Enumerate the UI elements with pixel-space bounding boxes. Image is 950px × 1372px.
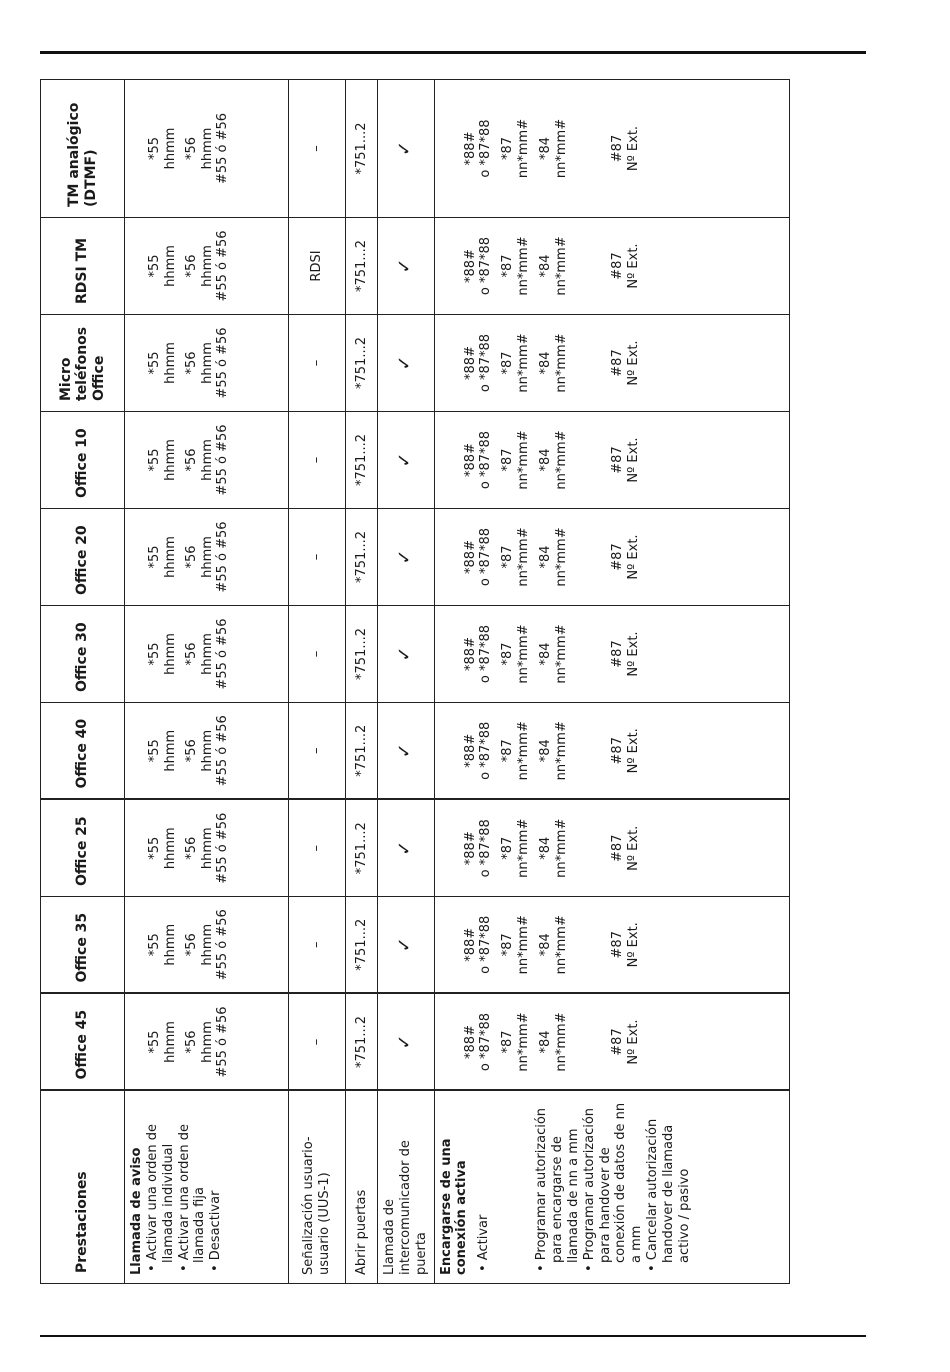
cell-abrir-office-30: *751...2 xyxy=(346,606,378,703)
cell-enc-office-40: *88# o *87*88 *87 nn*mm# *84 nn*mm# #87 Nº Ext. xyxy=(434,703,789,800)
header-micro-telefonos: Micro teléfonos Office xyxy=(41,315,125,412)
cell-enc-office-25: *88# o *87*88 *87 nn*mm# *84 nn*mm# #87 Nº Ext. xyxy=(434,800,789,897)
cell-senal-tm-analogico: – xyxy=(289,80,346,218)
header-office-30: Office 30 xyxy=(41,606,125,703)
cell-enc-rdsi: *88# o *87*88 *87 nn*mm# *84 nn*mm# #87 Nº Ext. xyxy=(434,218,789,315)
feature-intercomunicador: Llamada de intercomunicador de puerta xyxy=(378,1091,435,1284)
features-table xyxy=(40,79,790,1284)
cell-senal-office-10: – xyxy=(289,412,346,509)
cell-aviso-office-20: *55 hhmm *56 hhmm #55 ó #56 xyxy=(125,509,289,606)
cell-senal-office-25: – xyxy=(289,800,346,897)
cell-interc-rdsi xyxy=(378,218,435,315)
cell-abrir-micro: *751...2 xyxy=(346,315,378,412)
cell-abrir-rdsi: *751...2 xyxy=(346,218,378,315)
cell-senal-office-35: – xyxy=(289,897,346,994)
cell-senal-rdsi: RDSI xyxy=(289,218,346,315)
checkmark-icon: ✓ xyxy=(394,1034,416,1050)
row-abrir-puertas xyxy=(346,80,378,1284)
header-tm-analogico: TM analógico (DTMF) xyxy=(41,80,125,218)
cell-aviso-office-45: *55 hhmm *56 hhmm #55 ó #56 xyxy=(125,994,289,1091)
header-office-10: Office 10 xyxy=(41,412,125,509)
cell-abrir-office-35: *751...2 xyxy=(346,897,378,994)
feature-senalizacion: Señalización usuario-usuario (UUS-1) xyxy=(289,1091,346,1284)
checkmark-icon: ✓ xyxy=(394,452,416,468)
list-item: • Cancelar autorización handover de llamada activo / pasivo xyxy=(645,1118,692,1272)
checkmark-icon: ✓ xyxy=(394,258,416,274)
header-row xyxy=(41,80,125,1284)
row-intercomunicador xyxy=(378,80,435,1284)
cell-interc-tm-analogico xyxy=(378,80,435,218)
list-item: • Activar una orden de llamada fija xyxy=(176,1124,208,1272)
cell-interc-office-25 xyxy=(378,800,435,897)
cell-enc-office-10: *88# o *87*88 *87 nn*mm# *84 nn*mm# #87 Nº Ext. xyxy=(434,412,789,509)
top-rule xyxy=(40,51,866,54)
group-title: Encargarse de una conexión activa xyxy=(438,1138,470,1275)
checkmark-icon: ✓ xyxy=(394,743,416,759)
cell-abrir-office-20: *751...2 xyxy=(346,509,378,606)
header-prestaciones: Prestaciones xyxy=(41,1091,125,1284)
cell-senal-office-40: – xyxy=(289,703,346,800)
bottom-rule xyxy=(40,1335,866,1337)
cell-interc-office-40 xyxy=(378,703,435,800)
cell-aviso-office-10: *55 hhmm *56 hhmm #55 ó #56 xyxy=(125,412,289,509)
row-encargarse xyxy=(434,80,789,1284)
cell-senal-micro: – xyxy=(289,315,346,412)
checkmark-icon: ✓ xyxy=(394,840,416,856)
cell-aviso-office-40: *55 hhmm *56 hhmm #55 ó #56 xyxy=(125,703,289,800)
cell-interc-office-20 xyxy=(378,509,435,606)
checkmark-icon: ✓ xyxy=(394,549,416,565)
rotated-table-wrapper xyxy=(40,80,785,1284)
cell-aviso-office-30: *55 hhmm *56 hhmm #55 ó #56 xyxy=(125,606,289,703)
cell-senal-office-30: – xyxy=(289,606,346,703)
checkmark-icon: ✓ xyxy=(394,646,416,662)
cell-enc-tm-analogico: *88# o *87*88 *87 nn*mm# *84 nn*mm# #87 Nº Ext. xyxy=(434,80,789,218)
row-senalizacion xyxy=(289,80,346,1284)
cell-aviso-office-35: *55 hhmm *56 hhmm #55 ó #56 xyxy=(125,897,289,994)
cell-abrir-office-40: *751...2 xyxy=(346,703,378,800)
cell-aviso-rdsi: *55 hhmm *56 hhmm #55 ó #56 xyxy=(125,218,289,315)
checkmark-icon: ✓ xyxy=(394,140,416,157)
header-office-40: Office 40 xyxy=(41,703,125,800)
cell-interc-office-35 xyxy=(378,897,435,994)
cell-aviso-micro: *55 hhmm *56 hhmm #55 ó #56 xyxy=(125,315,289,412)
cell-abrir-office-25: *751...2 xyxy=(346,800,378,897)
cell-senal-office-20: – xyxy=(289,509,346,606)
feature-llamada-aviso xyxy=(125,1091,289,1284)
feature-encargarse xyxy=(434,1091,789,1284)
cell-enc-office-20: *88# o *87*88 *87 nn*mm# *84 nn*mm# #87 Nº Ext. xyxy=(434,509,789,606)
cell-interc-office-30 xyxy=(378,606,435,703)
cell-aviso-tm-analogico: *55 hhmm *56 hhmm #55 ó #56 xyxy=(125,80,289,218)
cell-abrir-tm-analogico: *751...2 xyxy=(346,80,378,218)
cell-senal-office-45: – xyxy=(289,994,346,1091)
header-office-35: Office 35 xyxy=(41,897,125,994)
cell-aviso-office-25: *55 hhmm *56 hhmm #55 ó #56 xyxy=(125,800,289,897)
list-item: • Activar xyxy=(476,1214,492,1272)
cell-abrir-office-45: *751...2 xyxy=(346,994,378,1091)
cell-interc-office-45 xyxy=(378,994,435,1091)
list-item: • Desactivar xyxy=(208,1190,224,1272)
cell-enc-office-30: *88# o *87*88 *87 nn*mm# *84 nn*mm# #87 Nº Ext. xyxy=(434,606,789,703)
header-office-45: Office 45 xyxy=(41,994,125,1091)
cell-interc-office-10 xyxy=(378,412,435,509)
list-item: • Activar una orden de llamada individual xyxy=(144,1124,176,1272)
row-llamada-aviso xyxy=(125,80,289,1284)
checkmark-icon: ✓ xyxy=(394,937,416,953)
checkmark-icon: ✓ xyxy=(394,355,416,371)
cell-enc-micro: *88# o *87*88 *87 nn*mm# *84 nn*mm# #87 Nº Ext. xyxy=(434,315,789,412)
list-item: • Programar autorización para encargarse de llamada de nn a mm xyxy=(534,1107,581,1272)
header-rdsi-tm: RDSI TM xyxy=(41,218,125,315)
cell-enc-office-45: *88# o *87*88 *87 nn*mm# *84 nn*mm# #87 Nº Ext. xyxy=(434,994,789,1091)
cell-interc-micro xyxy=(378,315,435,412)
list-item: • Programar autorización para handover de conexión de datos de nn a mm xyxy=(581,1102,645,1272)
group-title: Llamada de aviso xyxy=(129,1147,144,1275)
cell-abrir-office-10: *751...2 xyxy=(346,412,378,509)
header-office-20: Office 20 xyxy=(41,509,125,606)
feature-abrir-puertas: Abrir puertas xyxy=(346,1091,378,1284)
cell-enc-office-35: *88# o *87*88 *87 nn*mm# *84 nn*mm# #87 Nº Ext. xyxy=(434,897,789,994)
header-office-25: Office 25 xyxy=(41,800,125,897)
